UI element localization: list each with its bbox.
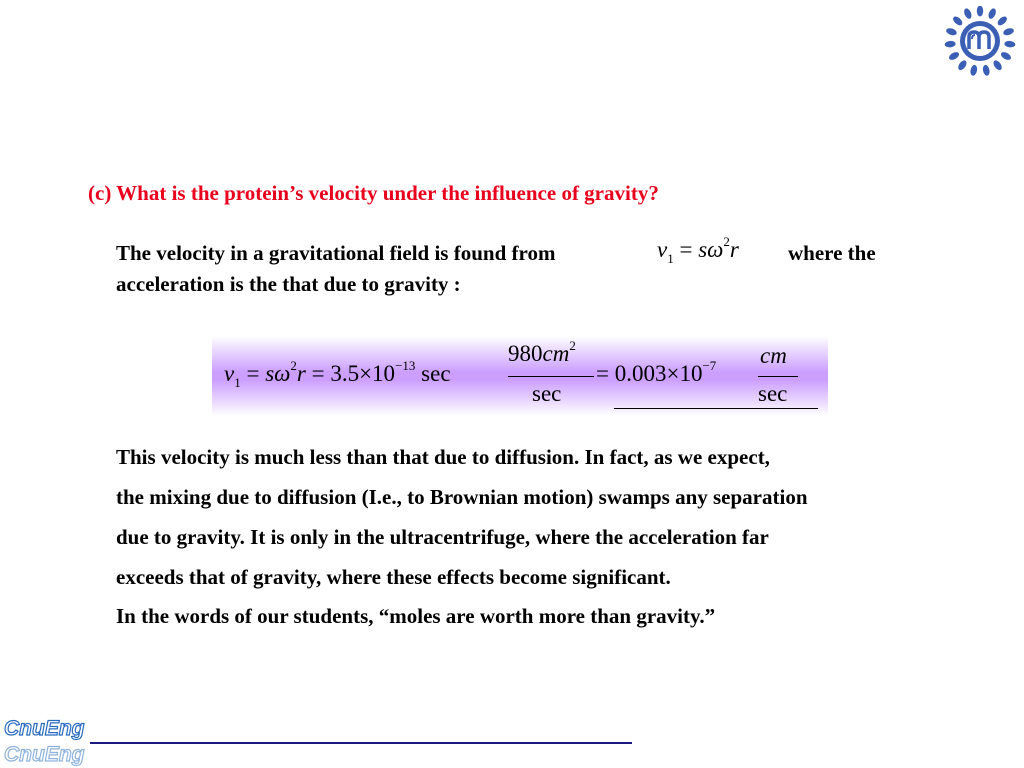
formula-v: v — [657, 237, 668, 262]
eq-omega: ω — [274, 361, 291, 386]
eq-value-2: = 0.003×10 — [596, 361, 703, 386]
paragraph-line-4: exceeds that of gravity, where these effects become significant. — [116, 565, 671, 589]
formula-r: r — [729, 237, 739, 262]
equation-lhs — [224, 358, 451, 390]
eq-s: s — [265, 361, 275, 386]
fraction-1-numerator — [508, 338, 576, 367]
fraction-2-numerator — [760, 343, 787, 369]
formula-eq: = — [673, 237, 699, 262]
intro-text-line2: acceleration is the that due to gravity : — [116, 272, 461, 296]
formula-omega: ω — [707, 237, 724, 262]
eq-v-sub: 1 — [234, 375, 241, 390]
paragraph-line-5: In the words of our students, “moles are worth more than gravity.” — [116, 604, 716, 628]
fraction-1-bar — [508, 376, 594, 377]
eq-sec-1: sec — [415, 361, 451, 386]
fraction-2-bar — [758, 376, 798, 377]
eq-v: v — [224, 361, 235, 386]
footer-divider-line — [90, 742, 632, 744]
formula-sub: 1 — [667, 251, 674, 266]
university-emblem-logo — [942, 6, 1018, 76]
intro-text-line1: The velocity in a gravitational field is found from — [116, 241, 556, 265]
fraction-1-denominator: sec — [532, 381, 562, 406]
paragraph-line-2: the mixing due to diffusion (I.e., to Brownian motion) swamps any separation — [116, 485, 808, 509]
question-heading: (c) What is the protein’s velocity under the influence of gravity? — [88, 181, 659, 205]
footer-logo-text: CnuEng — [4, 717, 85, 740]
eq-omega-sq: 2 — [290, 358, 297, 373]
eq-r: r — [296, 361, 306, 386]
paragraph-line-3: due to gravity. It is only in the ultracentrifuge, where the acceleration far — [116, 525, 769, 549]
frac1-num-unit: cm — [542, 341, 570, 366]
formula-s: s — [698, 237, 708, 262]
velocity-equation-box — [212, 336, 828, 416]
inline-velocity-formula — [657, 234, 739, 266]
paragraph-line-1: This velocity is much less than that due to diffusion. In fact, as we expect, — [116, 445, 770, 469]
eq-exp-2: −7 — [702, 358, 717, 373]
intro-text-where: where the — [788, 241, 876, 265]
fraction-2-denominator: sec — [758, 381, 788, 406]
eq-value-1: = 3.5×10 — [305, 361, 396, 386]
frac1-num-value: 980 — [508, 341, 543, 366]
formula-sq: 2 — [723, 234, 730, 249]
equation-rhs — [596, 358, 717, 387]
equation-underline — [614, 408, 818, 409]
eq-exp-1: −13 — [395, 358, 416, 373]
frac1-num-sq: 2 — [569, 338, 576, 353]
eq-equals-1: = — [240, 361, 266, 386]
footer-cnueng-logo-reflection — [2, 742, 92, 766]
footer-cnueng-logo — [2, 716, 92, 740]
footer-logo-reflection-text: CnuEng — [4, 743, 85, 766]
frac2-num-unit: cm — [760, 343, 787, 368]
